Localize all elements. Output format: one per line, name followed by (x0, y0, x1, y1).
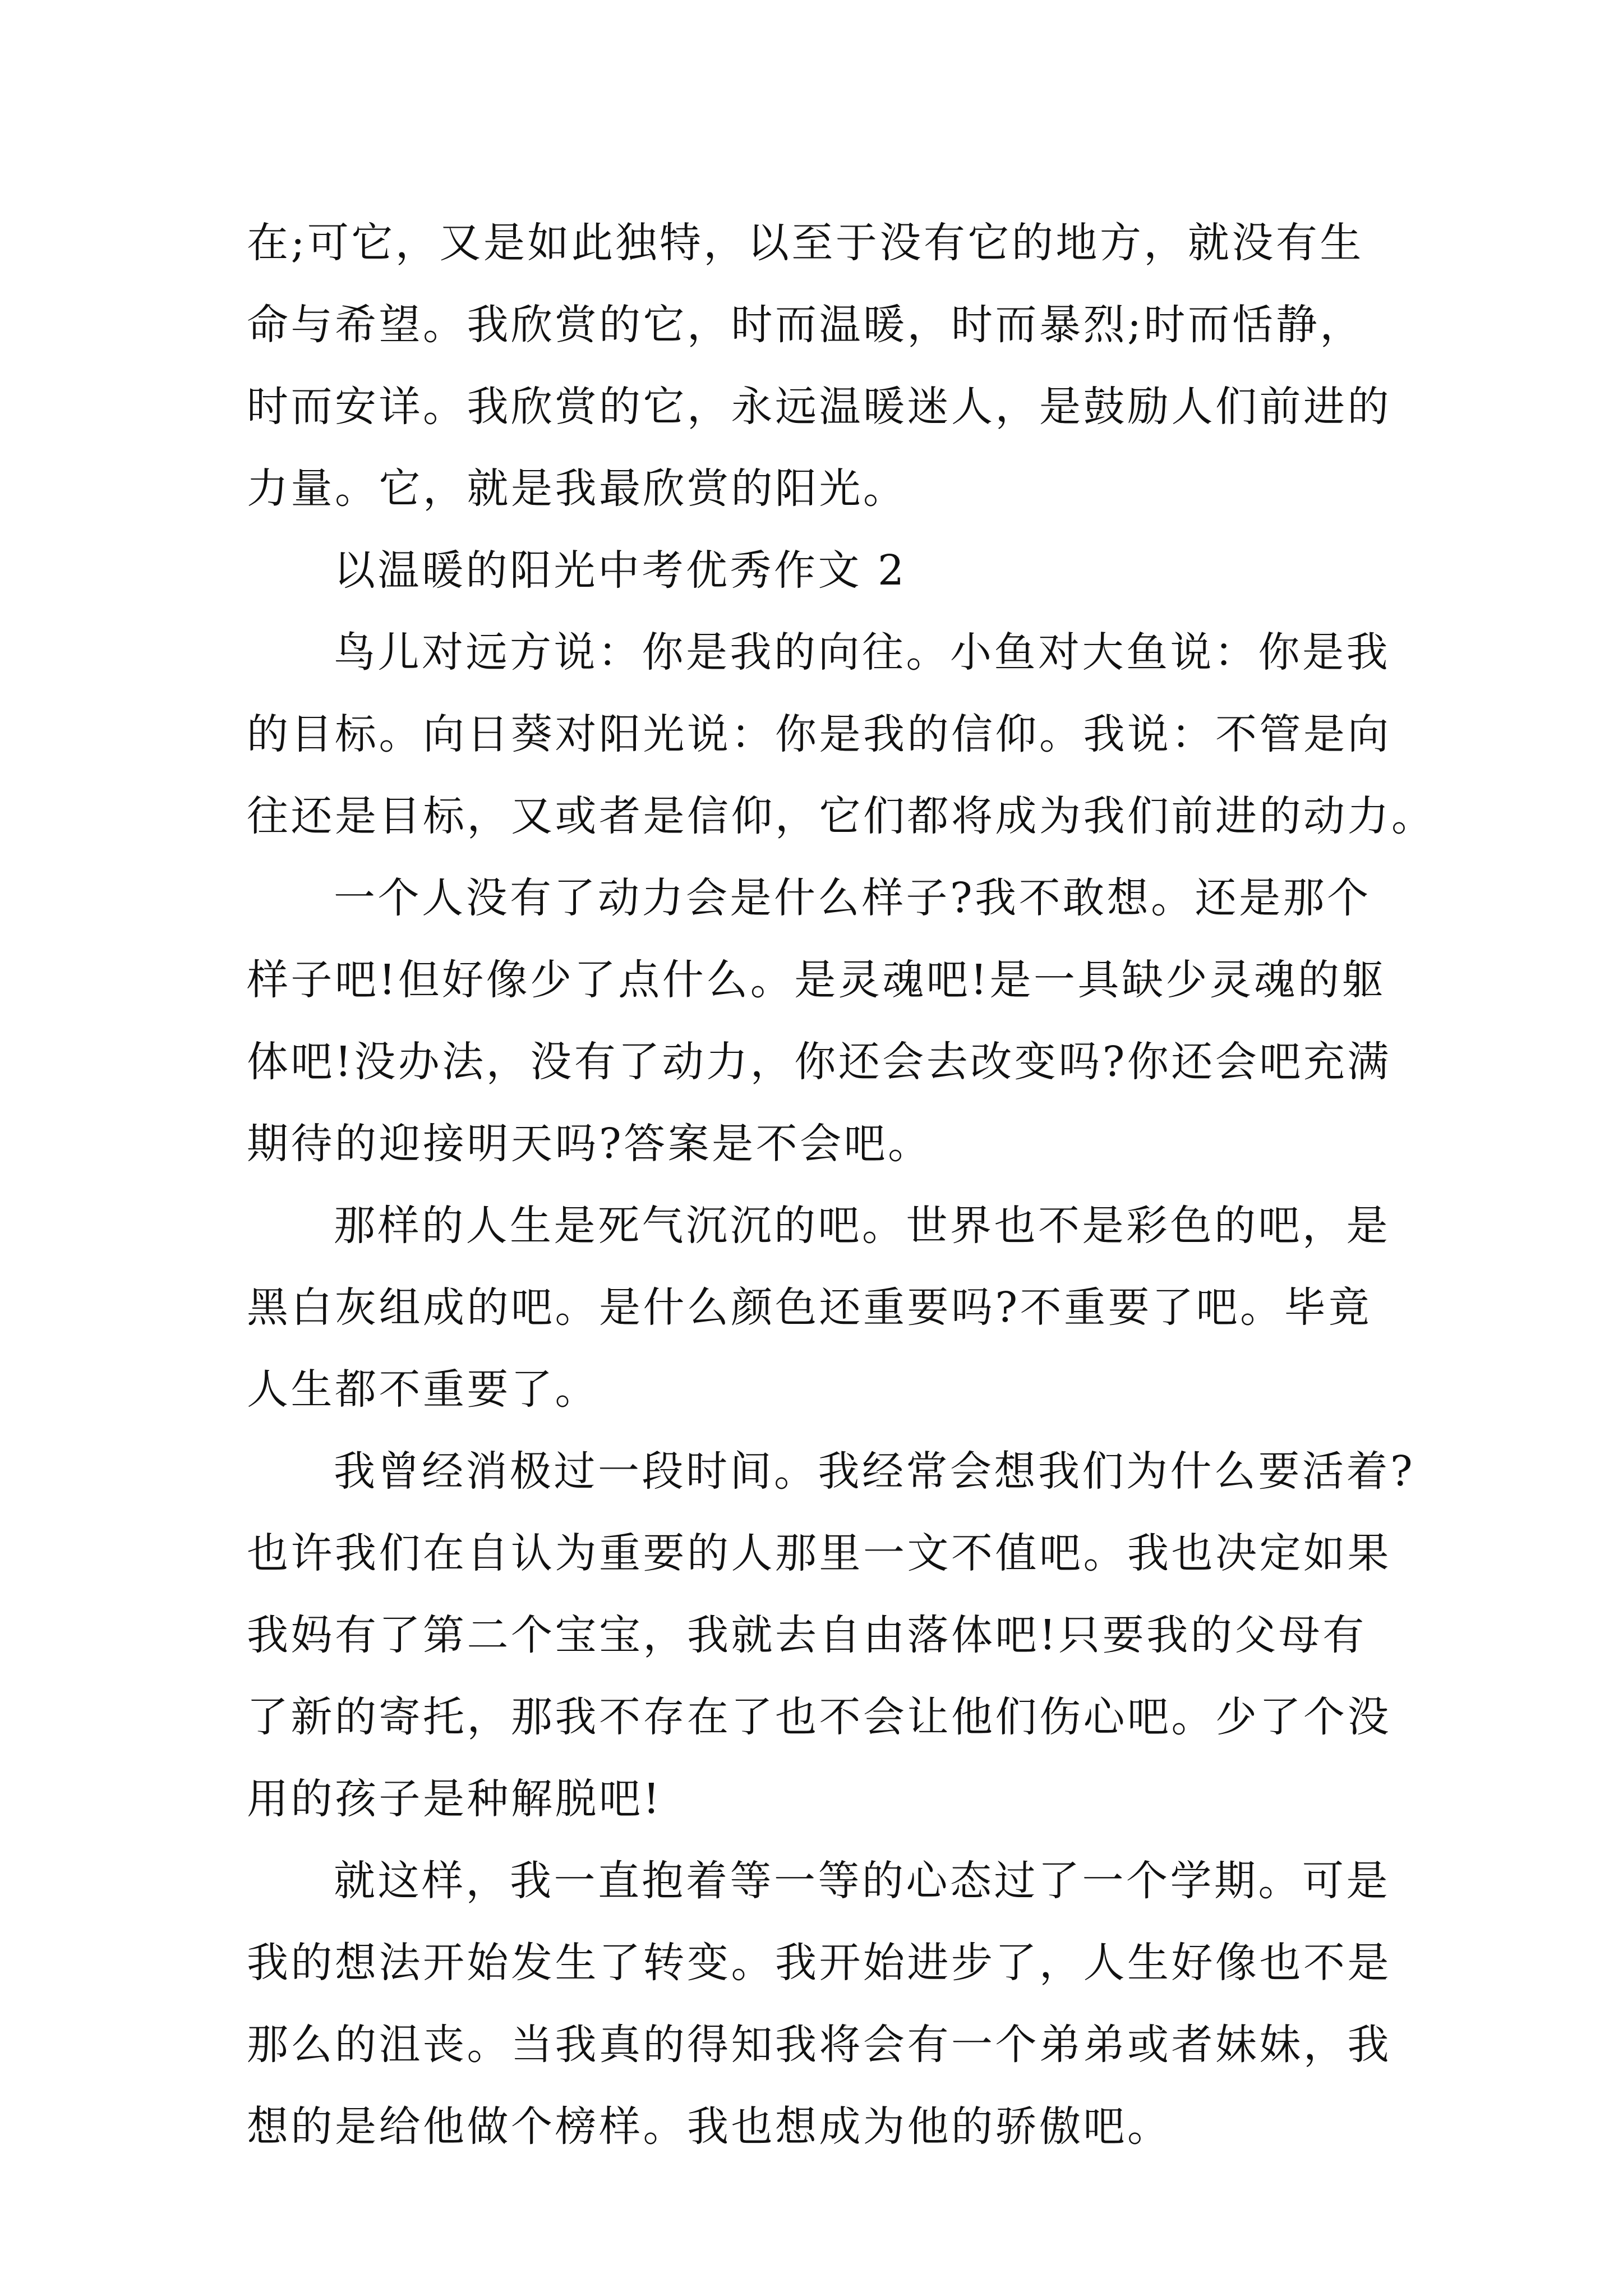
text-line: 力量。它，就是我最欣赏的阳光。 (247, 464, 907, 513)
text-line: 往还是目标，又或者是信仰，它们都将成为我们前进的动力。 (247, 792, 1436, 840)
text-line: 也许我们在自认为重要的人那里一文不值吧。我也决定如果 (247, 1529, 1391, 1577)
text-line: 鸟儿对远方说：你是我的向往。小鱼对大鱼说：你是我 (334, 628, 1390, 677)
text-line: 我曾经消极过一段时间。我经常会想我们为什么要活着? (334, 1447, 1415, 1496)
text-line: 的目标。向日葵对阳光说：你是我的信仰。我说：不管是向 (247, 710, 1391, 758)
document-body (247, 202, 1436, 2168)
text-line: 时而安详。我欣赏的它，永远温暖迷人，是鼓励人们前进的 (247, 383, 1391, 431)
text-line: 那样的人生是死气沉沉的吧。世界也不是彩色的吧，是 (334, 1202, 1390, 1250)
text-line: 了新的寄托，那我不存在了也不会让他们伤心吧。少了个没 (247, 1693, 1391, 1741)
text-line: 想的是给他做个榜样。我也想成为他的骄傲吧。 (247, 2102, 1172, 2151)
text-line: 我的想法开始发生了转变。我开始进步了，人生好像也不是 (247, 1939, 1391, 1987)
text-line: 那么的沮丧。当我真的得知我将会有一个弟弟或者妹妹，我 (247, 2021, 1391, 2069)
text-line: 就这样，我一直抱着等一等的心态过了一个学期。可是 (334, 1857, 1390, 1905)
text-line: 人生都不重要了。 (247, 1365, 599, 1414)
text-line: 黑白灰组成的吧。是什么颜色还重要吗?不重要了吧。毕竟 (247, 1283, 1372, 1332)
text-line: 体吧!没办法，没有了动力，你还会去改变吗?你还会吧充满 (247, 1038, 1391, 1086)
text-line: 期待的迎接明天吗?答案是不会吧。 (247, 1120, 932, 1168)
text-line: 命与希望。我欣赏的它，时而温暖，时而暴烈;时而恬静， (247, 301, 1364, 349)
section-heading: 以温暖的阳光中考优秀作文 2 (334, 546, 907, 595)
text-line: 用的孩子是种解脱吧! (247, 1775, 662, 1823)
text-line: 在;可它，又是如此独特，以至于没有它的地方，就没有生 (247, 219, 1364, 267)
text-line: 我妈有了第二个宝宝，我就去自由落体吧!只要我的父母有 (247, 1611, 1367, 1659)
text-line: 样子吧!但好像少了点什么。是灵魂吧!是一具缺少灵魂的躯 (247, 956, 1386, 1004)
text-line: 一个人没有了动力会是什么样子?我不敢想。还是那个 (334, 874, 1371, 922)
